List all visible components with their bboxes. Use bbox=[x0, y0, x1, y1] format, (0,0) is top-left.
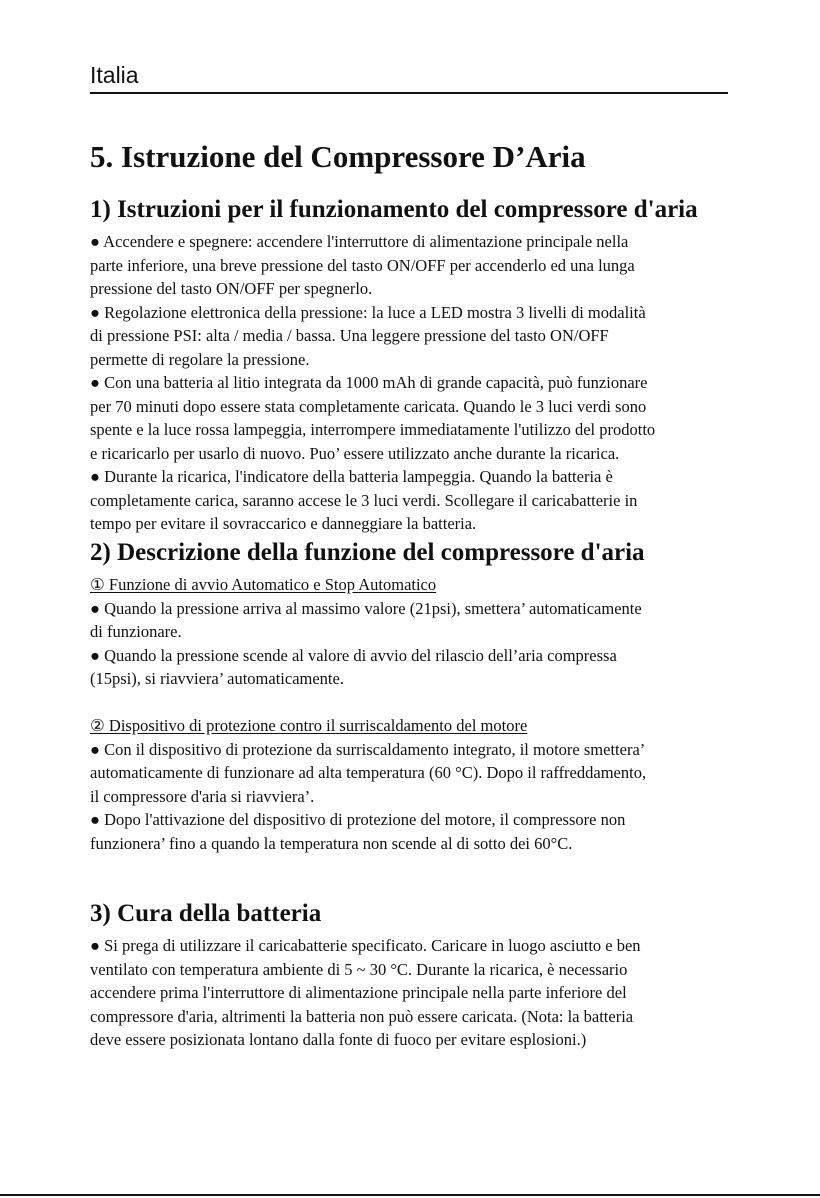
section-1-line: ● Accendere e spegnere: accendere l'interruttore di alimentazione principale nella bbox=[90, 232, 629, 251]
section-2-line: ● Con il dispositivo di protezione da surriscaldamento integrato, il motore smettera’ bbox=[90, 739, 646, 759]
section-3-line: ventilato con temperatura ambiente di 5 ~ 30 °C. Durante la ricarica, è necessario bbox=[90, 959, 628, 979]
section-1-line: ● Durante la ricarica, l'indicatore della batteria lampeggia. Quando la batteria è bbox=[90, 467, 613, 486]
overheat-protection-subheading: ② Dispositivo di protezione contro il surriscaldamento del motore bbox=[90, 716, 528, 735]
section-1-body bbox=[90, 230, 740, 536]
section-2-line: ● Dopo l'attivazione del dispositivo di protezione del motore, il compressore non bbox=[90, 810, 626, 829]
section-1-line: completamente carica, saranno accese le 3 luci verdi. Scollegare il caricabatterie in bbox=[90, 490, 638, 510]
section-2-line: di funzionare. bbox=[90, 622, 182, 641]
section-3-line: deve essere posizionata lontano dalla fonte di fuoco per evitare esplosioni.) bbox=[90, 1030, 587, 1049]
header-divider bbox=[90, 92, 728, 94]
section-1-line: parte inferiore, una breve pressione del tasto ON/OFF per accenderlo ed una lunga bbox=[90, 255, 635, 275]
section-3-line: ● Si prega di utilizzare il caricabatterie specificato. Caricare in luogo asciutto e ben bbox=[90, 936, 641, 955]
section-1-line: pressione del tasto ON/OFF per spegnerlo. bbox=[90, 279, 373, 298]
section-1-line: tempo per evitare il sovraccarico e danneggiare la batteria. bbox=[90, 514, 477, 533]
section-2-line: (15psi), si riavviera’ automaticamente. bbox=[90, 669, 344, 688]
paragraph-spacer bbox=[90, 691, 740, 715]
section-1-line: permette di regolare la pressione. bbox=[90, 349, 310, 369]
section-2-line: automaticamente di funzionare ad alta temperatura (60 °C). Dopo il raffreddamento, bbox=[90, 763, 647, 782]
section-3-line: accendere prima l'interruttore di alimentazione principale nella parte inferiore del bbox=[90, 983, 627, 1002]
section-2-line: ● Quando la pressione arriva al massimo valore (21psi), smettera’ automaticamente bbox=[90, 598, 642, 618]
section-3-body bbox=[90, 934, 740, 1052]
footer-divider bbox=[0, 1194, 820, 1196]
section-3-line: compressore d'aria, altrimenti la batteria non può essere caricata. (Nota: la batteria bbox=[90, 1006, 634, 1026]
auto-start-stop-subheading: ① Funzione di avvio Automatico e Stop Automatico bbox=[90, 575, 437, 594]
section-2-heading: 2) Descrizione della funzione del compressore d'aria bbox=[90, 539, 645, 566]
section-1-line: e ricaricarlo per usarlo di nuovo. Puo’ essere utilizzato anche durante la ricarica. bbox=[90, 443, 620, 463]
section-2-body bbox=[90, 573, 740, 855]
section-2-line: il compressore d'aria si riavviera’. bbox=[90, 786, 315, 806]
section-1-line: ● Regolazione elettronica della pressione: la luce a LED mostra 3 livelli di modalità bbox=[90, 302, 646, 322]
section-1-line: di pressione PSI: alta / media / bassa. Una leggere pressione del tasto ON/OFF bbox=[90, 326, 609, 345]
section-1-line: ● Con una batteria al litio integrata da 1000 mAh di grande capacità, può funzionare bbox=[90, 373, 648, 392]
section-1-heading: 1) Istruzioni per il funzionamento del compressore d'aria bbox=[90, 196, 698, 223]
section-3-heading: 3) Cura della batteria bbox=[90, 900, 322, 927]
section-2-line: funzionera’ fino a quando la temperatura non scende al di sotto dei 60°C. bbox=[90, 833, 573, 853]
language-header: Italia bbox=[90, 62, 139, 88]
section-1-line: per 70 minuti dopo essere stata completamente caricata. Quando le 3 luci verdi sono bbox=[90, 396, 647, 416]
document-title: 5. Istruzione del Compressore D’Aria bbox=[90, 139, 586, 174]
section-1-line: spente e la luce rossa lampeggia, interrompere immediatamente l'utilizzo del prodotto bbox=[90, 420, 656, 439]
section-2-line: ● Quando la pressione scende al valore di avvio del rilascio dell’aria compressa bbox=[90, 645, 617, 665]
